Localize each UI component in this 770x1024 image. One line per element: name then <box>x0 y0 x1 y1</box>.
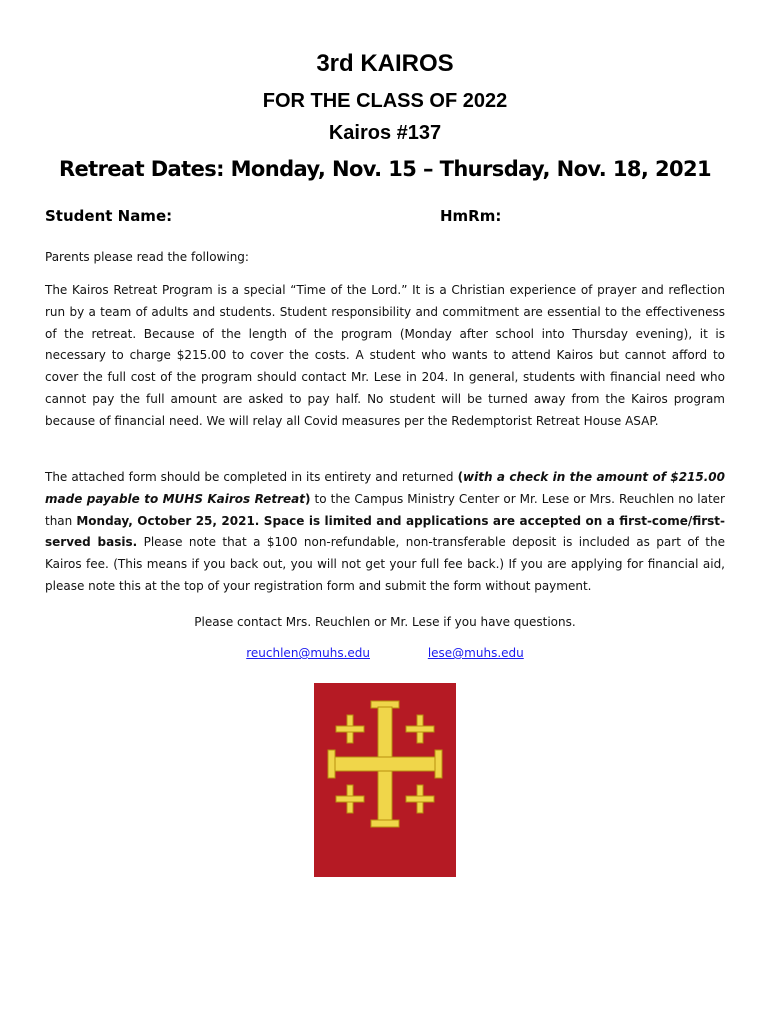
check-note-close-paren: ) <box>305 491 311 506</box>
check-payment-note: with a check in the amount of $215.00 made payable to MUHS Kairos Retreat <box>45 470 725 506</box>
retreat-number: Kairos #137 <box>328 122 442 144</box>
para2-text-end: Please note that a $100 non-refundable, non-transferable deposit is included as part of the Kairos fee. (This means if you back out, you will not get your full fee back.) If you are applying for financial aid, please note this at the top of your registration form and submit the form without payment. <box>45 535 725 593</box>
check-note-open-paren: ( <box>457 470 464 484</box>
intro-text: Parents please read the following: <box>45 250 249 264</box>
page-title: 3rd KAIROS <box>316 50 454 77</box>
email-link-lese[interactable]: lese@muhs.edu <box>427 646 524 660</box>
email-links <box>0 646 770 660</box>
retreat-dates: Retreat Dates: Monday, Nov. 15 – Thursday, Nov. 18, 2021 <box>58 157 712 181</box>
homeroom-label: HmRm: <box>440 207 502 225</box>
deadline-note: Monday, October 25, 2021. Space is limited and applications are accepted on a first-come/first-served basis. <box>45 513 725 550</box>
registration-instructions-paragraph <box>45 467 725 598</box>
contact-line: Please contact Mrs. Reuchlen or Mr. Lese if you have questions. <box>194 615 576 629</box>
para2-text-start: The attached form should be completed in its entirety and returned <box>45 470 458 484</box>
class-line: FOR THE CLASS OF 2022 <box>262 90 508 112</box>
email-link-reuchlen[interactable]: reuchlen@muhs.edu <box>246 646 370 660</box>
program-description-paragraph: The Kairos Retreat Program is a special “Time of the Lord.” It is a Christian experience of prayer and reflection run by a team of adults and students. Student responsibility and commitment are essential to the effectiveness of the retreat. Because of the length of the program (Monday after school into Thursday evening), it is necessary to charge $215.00 to cover the costs. A student who wants to attend Kairos but cannot afford to cover the full cost of the program should contact Mr. Lese in 204. In general, students with financial need who cannot pay the full amount are asked to pay half. No student will be turned away from the Kairos program because of financial need. We will relay all Covid measures per the Redemptorist Retreat House ASAP. <box>45 283 725 428</box>
jerusalem-cross-icon <box>314 683 456 877</box>
para2-text-middle: to the Campus Ministry Center or Mr. Lese or Mrs. Reuchlen no later than <box>45 491 725 528</box>
student-name-label: Student Name: <box>45 207 173 225</box>
